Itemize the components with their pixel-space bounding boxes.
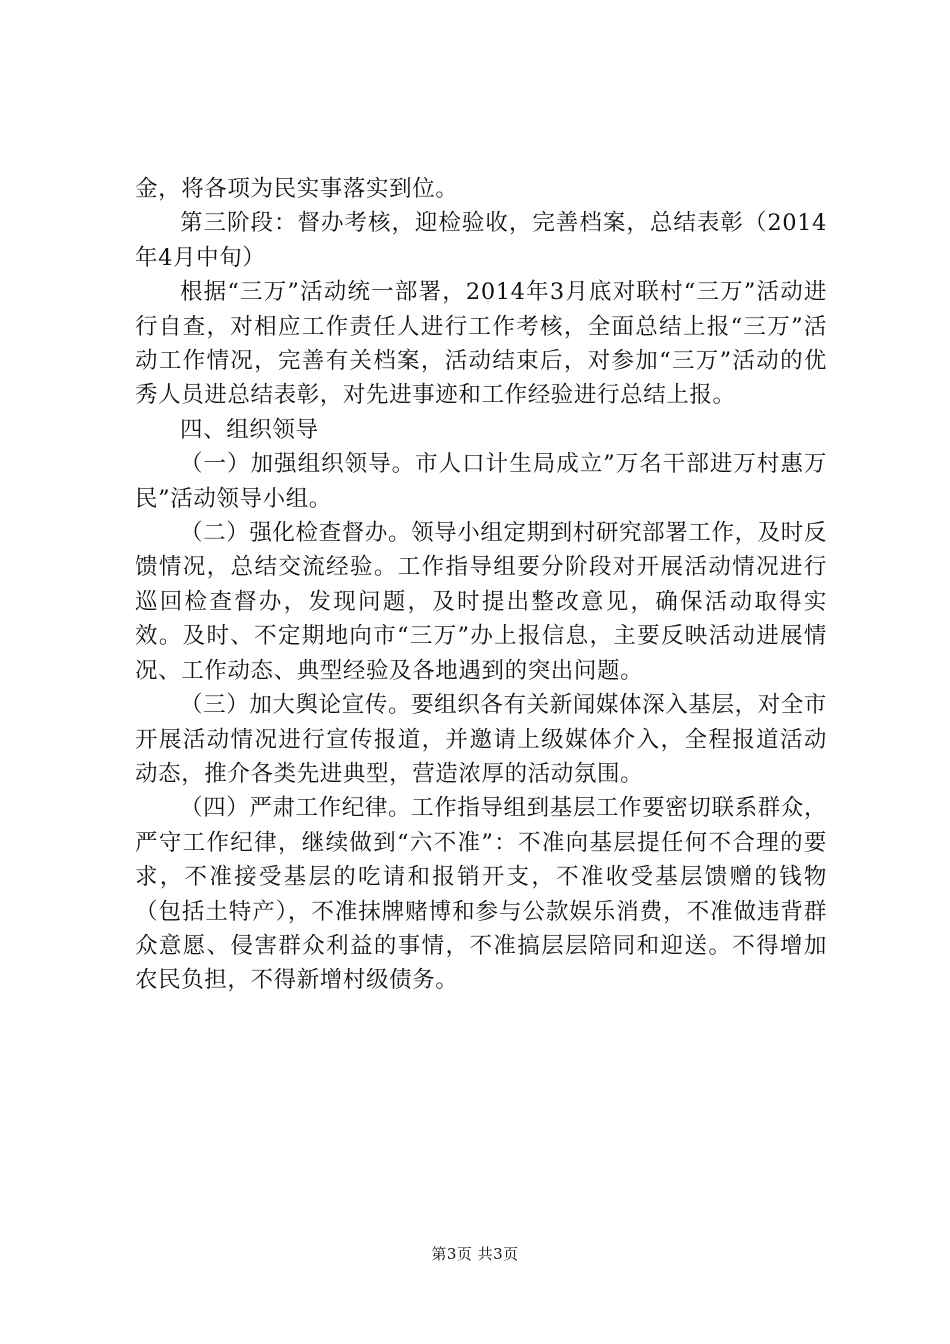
paragraph-item-one: （一）加强组织领导。市人口计生局成立”万名干部进万村惠万民”活动领导小组。 [135,451,827,512]
document-body [135,172,827,998]
paragraph-item-three: （三）加大舆论宣传。要组织各有关新闻媒体深入基层，对全市开展活动情况进行宣传报道，并邀请上级媒体介入，全程报道活动动态，推介各类先进典型，营造浓厚的活动氛围。 [135,692,827,787]
page-number-label: 第3页 共3页 [431,1245,519,1263]
paragraph-phase-three-heading: 第三阶段：督办考核，迎检验收，完善档案，总结表彰（2014年4月中旬） [135,210,827,271]
paragraph-continuation: 金，将各项为民实事落实到位。 [135,176,459,202]
section-heading-organization: 四、组织领导 [180,416,319,443]
paragraph-item-two: （二）强化检查督办。领导小组定期到村研究部署工作，及时反馈情况，总结交流经验。工作指导组要分阶段对开展活动情况进行巡回检查督办，发现问题，及时提出整改意见，确保活动取得实效。及时、不定期地向市“三万”办上报信息，主要反映活动进展情况、工作动态、典型经验及各地遇到的突出问题。 [135,520,827,684]
paragraph-phase-three-body: 根据“三万”活动统一部署，2014年3月底对联村“三万”活动进行自查，对相应工作责任人进行工作考核，全面总结上报“三万”活动工作情况，完善有关档案，活动结束后，对参加“三万”活动的优秀人员进总结表彰，对先进事迹和工作经验进行总结上报。 [135,279,827,409]
page-footer [0,1244,950,1264]
paragraph-item-four: （四）严肃工作纪律。工作指导组到基层工作要密切联系群众，严守工作纪律，继续做到“六不准”：不准向基层提任何不合理的要求，不准接受基层的吃请和报销开支，不准收受基层馈赠的钱物（包括土特产），不准抹牌赌博和参与公款娱乐消费，不准做违背群众意愿、侵害群众利益的事情，不准搞层层陪同和迎送。不得增加农民负担，不得新增村级债务。 [135,795,827,994]
